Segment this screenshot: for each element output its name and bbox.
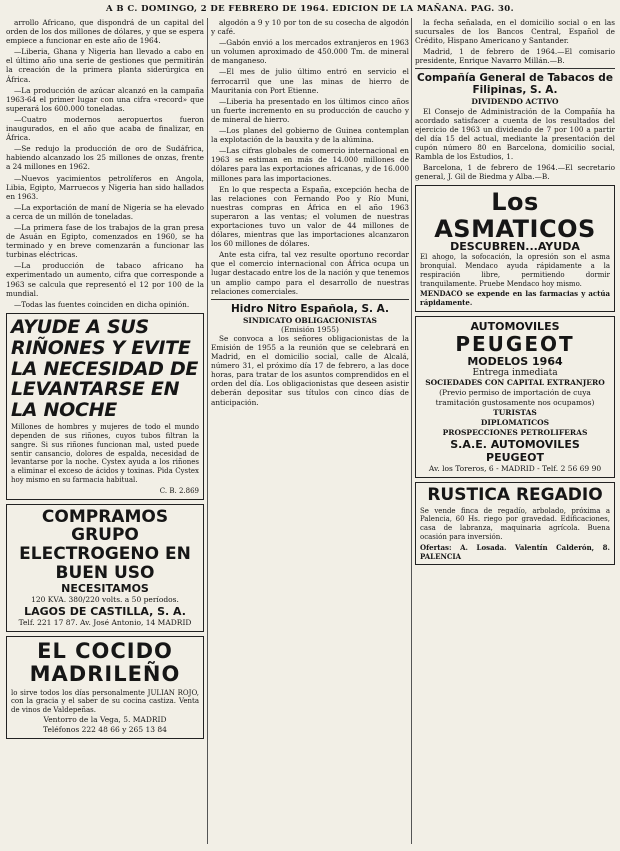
ad-generator-company: LAGOS DE CASTILLA, S. A. (24, 605, 186, 619)
ad-kidneys-sign: C. B. 2.869 (159, 486, 199, 495)
ad-peugeot-l7: TURISTAS (493, 407, 537, 417)
paragraph: —Liberia, Ghana y Nigeria han llevado a cabo en el último año una serie de gestiones que permitirán la creación de la primera planta siderúrgica en África. (6, 47, 204, 84)
column-rule (207, 18, 208, 844)
ad-asthma-sub: DESCUBREN...AYUDA (450, 240, 580, 254)
ad-kidneys-headline: AYUDE A SUS RIÑONES Y EVITE LA NECESIDAD DE LEVANTARSE EN LA NOCHE (11, 315, 199, 422)
ad-generator-spec: NECESITAMOS (61, 582, 149, 596)
ad-peugeot-l6: (Previo permiso de importación de cuya tramitación gustosamente nos ocupamos) (435, 387, 595, 407)
ad-peugeot-l9: PROSPECCIONES PETROLIFERAS (442, 427, 588, 437)
paragraph: —Gabón envió a los mercados extranjeros en 1963 un volumen aproximado de 450.000 Tm. de mineral de manganeso. (211, 38, 409, 66)
ad-rustica-body: Se vende finca de regadío, arbolado, próxima a Palencia, 60 Hs. riego por gravedad. Edificaciones, casa de labranza, maquinaria agrícola. Buena ocasión para inversión. (420, 506, 610, 542)
ad-peugeot-l11: Av. los Toreros, 6 - MADRID - Telf. 2 56 69 90 (428, 463, 602, 473)
ad-peugeot-l3: MODELOS 1964 (467, 354, 563, 368)
ad-cocido-tel: Teléfonos 222 48 66 y 265 13 84 (43, 724, 167, 734)
ad-peugeot-brand: PEUGEOT (455, 331, 575, 356)
paragraph: arrollo Africano, que dispondrá de un capital del orden de los dos millones de dólares, y que se espera empiece a funcionar en este año de 1964. (6, 18, 204, 46)
ad-peugeot-l1: AUTOMOVILES (470, 319, 560, 333)
ad-cocido (6, 636, 204, 739)
ad-peugeot (415, 316, 615, 478)
ad-rustica (415, 482, 615, 565)
paragraph: En lo que respecta a España, excepción hecha de las relaciones con Fernando Poo y Río Muni, nuestras compras en África en el año 1963 superaron a las ventas; el volumen de nuestras exportaciones tuvo un valor de 44 millones de dólares, mientras que las importaciones alcanzaron los 60 millones de dólares. (211, 184, 409, 249)
hidro-sub2: (Emisión 1955) (281, 324, 339, 334)
ad-cocido-body: lo sirve todos los días personalmente JULIAN ROJO, con la gracia y el saber de su cocina castiza. Venta de vinos de Valdepeñas. (11, 688, 199, 715)
ad-cocido-addr: Ventorro de la Vega, 5. MADRID (43, 714, 167, 724)
paragraph: —La exportación de maní de Nigeria se ha elevado a cerca de un millón de toneladas. (6, 202, 204, 221)
column-rule (411, 18, 412, 844)
tabacos-sign: Barcelona, 1 de febrero de 1964.—El secretario general, J. Gil de Biedma y Alba.—B. (415, 163, 615, 182)
paragraph: —El mes de julio último entró en servicio el ferrocarril que une las minas de hierro de Mauritania con Port Etienne. (211, 67, 409, 95)
ad-asthma (415, 185, 615, 312)
hidro-subtitle: SINDICATO OBLIGACIONISTAS (243, 315, 377, 325)
ad-peugeot-l5: SOCIEDADES CON CAPITAL EXTRANJERO (425, 377, 605, 387)
tabacos-subtitle: DIVIDENDO ACTIVO (471, 97, 559, 107)
paragraph: —Se redujo la producción de oro de Sudáfrica, habiendo alcanzado los 25 millones de onzas, frente a 24 millones en 1962. (6, 144, 204, 172)
hidro-body: Se convoca a los señores obligacionistas de la Emisión de 1955 a la reunión que se celebrará en Madrid, en el domicilio social, calle de Alcalá, número 31, el próximo día 17 de febrero, a las doce horas, para tratar de los asuntos comprendidos en el orden del día. Los obligacionistas que deseen asistir deberán depositar sus títulos con cinco días de anticipación. (211, 333, 409, 407)
tabacos-title: Compañía General de Tabacos de Filipinas, S. A. (417, 72, 613, 97)
ad-asthma-sign: MENDACO se expende en las farmacias y actúa rápidamente. (420, 289, 610, 308)
column-2 (211, 18, 409, 845)
paragraph: —Cuatro modernos aeropuertos fueron inaugurados, en el año que acaba de finalizar, en África. (6, 114, 204, 143)
paragraph: —La producción de tabaco africano ha experimentado un aumento, cifra que corresponde a 1963 se calcula que representó el 12 por 100 de la mundial. (6, 261, 204, 298)
ad-peugeot-l4: Entrega inmediata (472, 367, 558, 378)
ad-asthma-headline: Los ASMATICOS (434, 188, 596, 243)
ad-asthma-body: El ahogo, la sofocación, la opresión son el asma bronquial. Mendaco ayuda rápidamente a la respiración libre, permitiendo dormir tranquilamente. Pruebe Mendaco hoy mismo. (420, 253, 610, 288)
ad-generator-addr: Telf. 221 17 87. Av. José Antonio, 14 MADRID (18, 618, 192, 628)
divider (415, 68, 615, 69)
ad-peugeot-l10: S.A.E. AUTOMOVILES PEUGEOT (450, 437, 580, 464)
ad-kidneys (6, 313, 204, 500)
paragraph: —Liberia ha presentado en los últimos cinco años un fuerte incremento en su producción de caucho y de mineral de hierro. (211, 96, 409, 124)
ad-cocido-headline: EL COCIDO MADRILEÑO (29, 639, 181, 687)
column-3 (415, 18, 615, 845)
divider (211, 299, 409, 300)
ad-kidneys-body: Millones de hombres y mujeres de todo el mundo dependen de sus riñones, cuyos tubos filtran la sangre. Si sus riñones funcionan mal, usted puede sentir cansancio, dolores de espalda, necesidad de levantarse por la noche. Cystex ayuda a los riñones a eliminar el exceso de ácidos y toxinas. Pida Cystex hoy mismo en su farmacia habitual. (11, 423, 199, 485)
ad-generator-spec2: 120 KVA. 380/220 volts. a 50 períodos. (31, 595, 179, 605)
ad-peugeot-l8: DIPLOMATICOS (480, 417, 550, 427)
paragraph: —Las cifras globales de comercio internacional en 1963 se estiman en más de 14.000 millones de dólares para las exportaciones africanas, y de 16.000 millones para las importaciones. (211, 146, 409, 183)
page-header: A B C. DOMINGO, 2 DE FEBRERO DE 1964. EDICION DE LA MAÑANA. PAG. 30. (106, 4, 514, 14)
paragraph: algodón a 9 y 10 por ton de su cosecha de algodón y café. (211, 18, 409, 37)
paragraph: —La producción de azúcar alcanzó en la campaña 1963-64 el primer lugar con una cifra «record» que superará los 600.000 toneladas. (6, 85, 204, 113)
column-1 (6, 18, 204, 845)
paragraph: —Nuevos yacimientos petrolíferos en Angola, Libia, Egipto, Marruecos y Nigeria han sido hallados en 1963. (6, 173, 204, 201)
ad-generator (6, 504, 204, 633)
paragraph: la fecha señalada, en el domicilio social o en las sucursales de los Bancos Central, Español de Crédito, Hispano Americano y Santander. (415, 18, 615, 46)
ad-generator-headline: COMPRAMOS GRUPO ELECTROGENO EN BUEN USO (19, 506, 191, 583)
paragraph: Madrid, 1 de febrero de 1964.—El comisario presidente, Enrique Navarro Millán.—B. (415, 47, 615, 66)
paragraph: Ante esta cifra, tal vez resulte oportuno recordar que el comercio internacional con África ocupa un lugar destacado entre los de la nación y que tenemos un amplio campo para el desarrollo de nuestras relaciones comerciales. (211, 250, 409, 296)
paragraph: —La primera fase de los trabajos de la gran presa de Asuán en Egipto, comenzados en 1960, se ha terminado y en breve comenzarán a funcionar las turbinas eléctricas. (6, 222, 204, 260)
ad-rustica-sign: Ofertas: A. Losada. Valentín Calderón, 8. PALENCIA (420, 542, 610, 561)
tabacos-body: El Consejo de Administración de la Compañía ha acordado satisfacer a cuenta de los resultados del ejercicio de 1963 un dividendo de 7 por 100 a partir del día 15 del actual, mediante la presentación del cupón número 80 en Barcelona, domicilio social, Rambla de los Estudios, 1. (415, 106, 615, 162)
hidro-title: Hidro Nitro Española, S. A. (231, 302, 389, 315)
ad-rustica-headline: RUSTICA REGADIO (427, 484, 603, 505)
paragraph: —Todas las fuentes coinciden en dicha opinión. (14, 299, 190, 309)
paragraph: —Los planes del gobierno de Guinea contemplan la explotación de la bauxita y de la alúmina. (211, 126, 409, 145)
